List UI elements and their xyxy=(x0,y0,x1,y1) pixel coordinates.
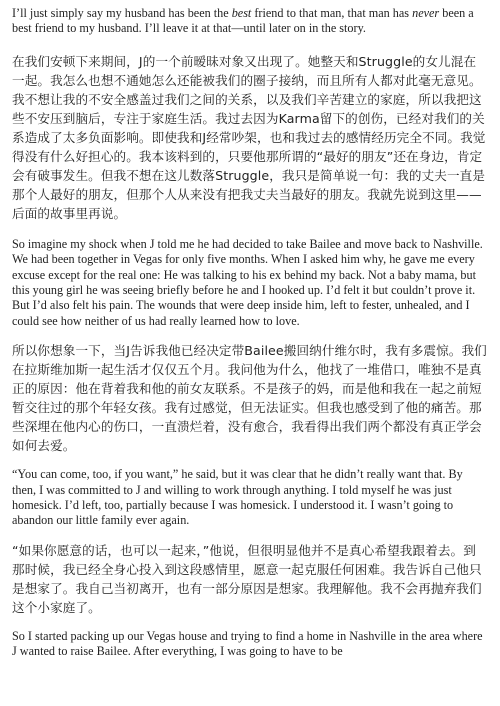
text-run: So imagine my shock when J told me he had decided to take Bailee and move back to Nashville. We had been together in Vegas for only five months. When I asked him why, he gave me every excuse except for the real one: He was talking to his ex behind my back. Not a baby mama, but this young girl he was seeing briefly before he and I hooked up. I’d felt it but couldn’t prove it. But I’d also felt his pain. The wounds that were deep inside him, left to fester, unhealed, and I could see how neither of us had really learned how to love. xyxy=(12,236,483,328)
paragraph-5-english xyxy=(12,467,488,529)
paragraph-2-chinese xyxy=(12,52,488,223)
text-run: “如果你愿意的话，也可以一起来，”他说，但很明显他并不是真心希望我跟着去。到那时候，我已经全身心投入到这段感情里，愿意一起克服任何困难。我告诉自己他只是想家了。我自己当初离开，也有一部分原因是想家。我理解他。我不会再抛弃我们这个小家庭了。 xyxy=(12,542,482,615)
text-run: I’ll just simply say my husband has been the xyxy=(12,6,232,20)
paragraph-4-chinese xyxy=(12,341,488,455)
paragraph-6-chinese xyxy=(12,541,488,617)
text-run: 在我们安顿下来期间，J的一个前暧昧对象又出现了。她整天和Struggle的女儿混在一起。我怎么也想不通她怎么还能被我们的圈子接纳，而且所有人都对此毫无意见。我不想让我的不安全感盖过我们之间的关系，以及我们辛苦建立的家庭，所以我把这些不安压到脑后，专注于家庭生活。我过去因为Karma留下的创伤，已经对我们的关系造成了太多负面影响。即使我和J经常吵架，也和我过去的感情经历完全不同。我觉得没有什么好担心的。我本该料到的，只要他那所谓的“最好的朋友”还在身边，肯定会有破事发生。但我不想在这儿数落Struggle，我只是简单说一句：我的丈夫一直是那个人最好的朋友，但那个人从来没有把我丈夫当最好的朋友。我就先说到这里——后面的故事里再说。 xyxy=(12,53,486,221)
paragraph-3-english xyxy=(12,237,488,329)
text-run: friend to that man, that man has xyxy=(251,6,413,20)
text-run: “You can come, too, if you want,” he said, but it was clear that he didn’t really want that. By then, I was committed to J and willing to work through anything. I told myself he was just homesick. I’d left, too, partially because I was homesick. I understood it. I wasn’t going to abandon our little family ever again. xyxy=(12,467,463,528)
emphasis-text: best xyxy=(231,6,252,20)
emphasis-text: never xyxy=(412,6,440,20)
text-run: So I started packing up our Vegas house and trying to find a home in Nashville in the area where J wanted to raise Bailee. After everything, I was going to have to be xyxy=(12,628,483,659)
text-run: 所以你想象一下，当J告诉我他已经决定带Bailee搬回纳什维尔时，我有多震惊。我们在拉斯维加斯一起生活才仅仅五个月。我问他为什么，他找了一堆借口，唯独不是真正的原因：他在背着我和他的前女友联系。不是孩子的妈，而是他和我在一起之前短暂交往过的那个年轻女孩。我有过感觉，但无法证实。但我也感受到了他的痛苦。那些深埋在他内心的伤口，一直溃烂着，没有愈合，我看得出我们两个都没有真正学会如何去爱。 xyxy=(12,343,487,454)
paragraph-7-english xyxy=(12,629,488,660)
text-run: been a best friend to my husband. I’ll leave it at that—until later on in the story. xyxy=(12,6,474,36)
paragraph-1-english xyxy=(12,6,488,37)
